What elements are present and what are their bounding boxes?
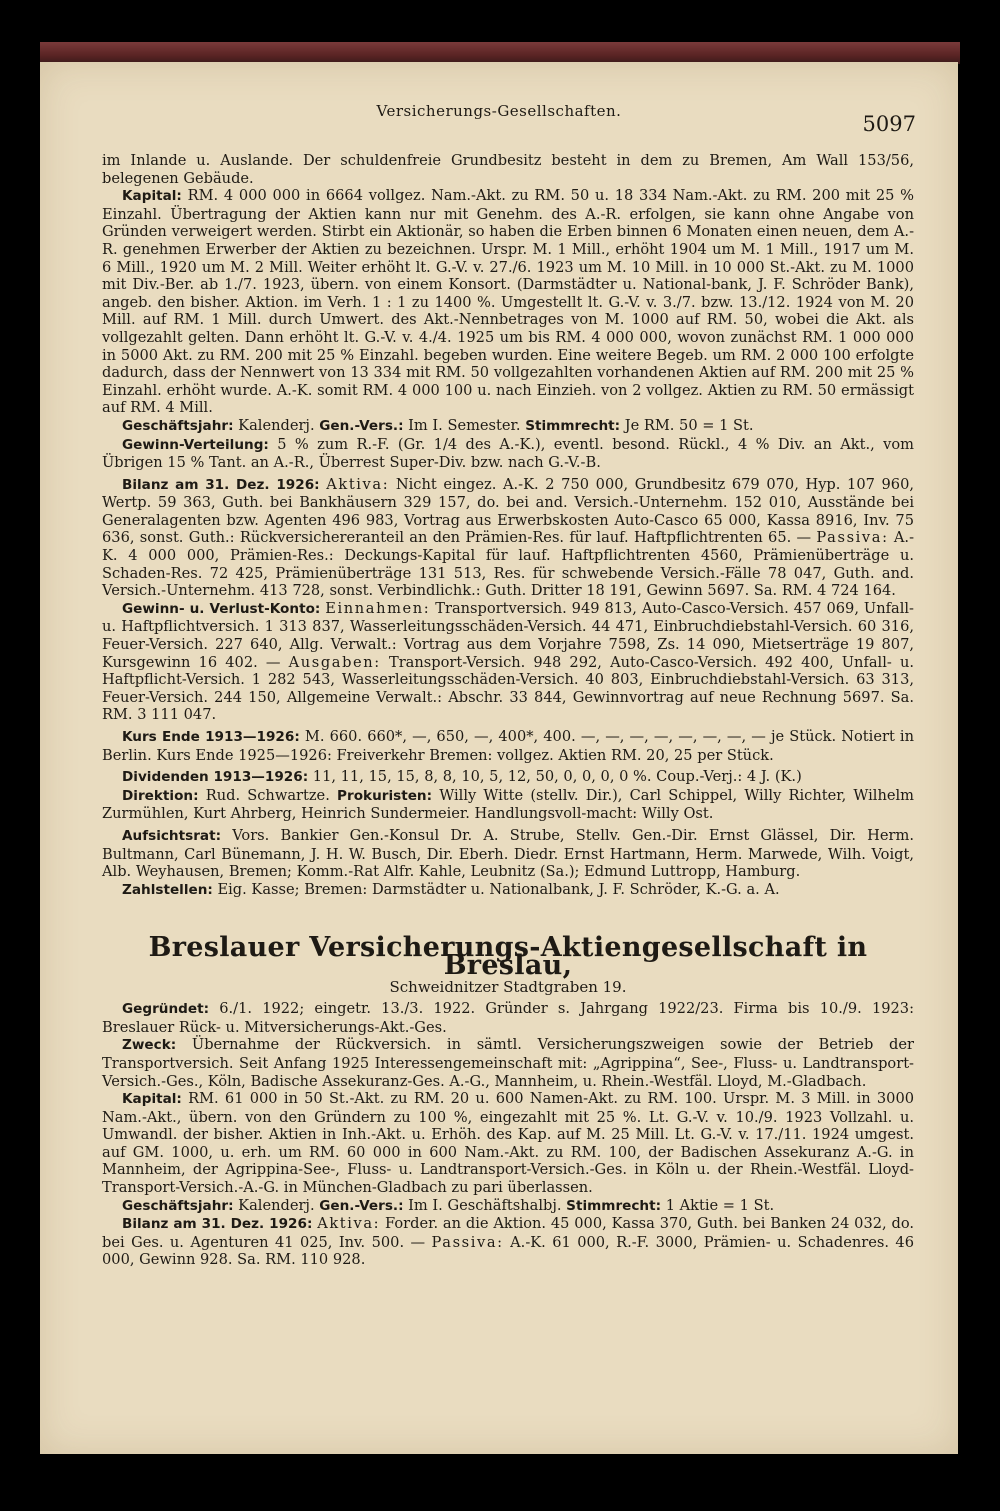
bilanz2-label: Bilanz am 31. Dez. 1926: <box>122 1216 313 1233</box>
passiva2-word: Passiva: <box>431 1233 504 1251</box>
zahlstellen-label: Zahlstellen: <box>122 881 213 898</box>
company-address: Schweidnitzer Stadtgraben 19. <box>389 977 627 996</box>
intro-text: im Inlande u. Auslande. Der schuldenfreie Grundbesitz besteht in dem zu Bremen, Am Wall 153/56, belegenen Gebäude. <box>102 152 914 187</box>
gewinn-verteilung-paragraph <box>102 436 914 472</box>
kapital2-paragraph <box>102 1090 914 1197</box>
guv-label: Gewinn- u. Verlust-Konto: <box>122 600 321 617</box>
gewinn-verteilung-label: Gewinn-Verteilung: <box>122 436 269 453</box>
zahlstellen-text: Eig. Kasse; Bremen: Darmstädter u. Nationalbank, J. F. Schröder, K.-G. a. A. <box>217 880 780 898</box>
guv-paragraph <box>102 600 914 724</box>
intro-paragraph <box>102 152 914 187</box>
dividenden-text: 11, 11, 15, 15, 8, 8, 10, 5, 12, 50, 0, 0, 0, 0 %. Coup.-Verj.: 4 J. (K.) <box>312 768 802 786</box>
prokuristen-text: Willy Witte (stellv. Dir.), Carl Schippel, Willy Richter, Wilhelm Zurmühlen, Kurt Ahrberg, Heinrich Sundermeier. Handlungsvoll-macht: Willy Ost. <box>102 786 915 823</box>
geschaeftsjahr2-label: Geschäftsjahr: <box>122 1197 234 1214</box>
aktiva-word: Aktiva: <box>326 475 390 493</box>
zweck-text: Übernahme der Rückversich. in sämtl. Versicherungszweigen sowie der Betrieb der Transportversich. Seit Anfang 1925 Interessengemeinschaft mit: „Agrippina“, See-, Fluss- u. Landtransport-Versich.-Ges., Köln, Badische Assekuranz-Ges. A.-G., Mannheim, u. Rhein.-Westfäl. Lloyd, M.-Gladbach. <box>102 1036 914 1090</box>
aktiva2-text: Forder. an die Aktion. 45 000, Kassa 370, Guth. bei Banken 24 032, do. bei Ges. u. Agenturen 41 025, Inv. 500. — <box>102 1215 915 1251</box>
kapital-paragraph <box>102 187 914 417</box>
ausgaben-text: Transport-Versich. 948 292, Auto-Casco-Versich. 492 400, Unfall- u. Haftpflicht-Versich. 1 282 543, Wasserleitungsschäden-Versich. 40 803, Einbruchdiebstahl-Versich. 63 313, Feuer-Versich. 244 150, Allgemeine Verwalt.: Abschr. 33 844, Gewinnvortrag auf neue Rechnung 5697. Sa. RM. 3 111 047. <box>102 653 914 724</box>
geschaeftsjahr2-paragraph <box>102 1197 914 1216</box>
kurs-text: M. 660. 660*, —, 650, —, 400*, 400. —, —, —, —, —, —, —, — je Stück. Notiert in Berlin. Kurs Ende 1925—1926: Freiverkehr Bremen: vollgez. Aktien RM. 20, 25 per Stück. <box>102 728 914 764</box>
zweck-label: Zweck: <box>122 1037 177 1054</box>
running-header: Versicherungs-Gesellschaften. <box>376 102 622 120</box>
kapital-text: RM. 4 000 000 in 6664 vollgez. Nam.-Akt. zu RM. 50 u. 18 334 Nam.-Akt. zu RM. 200 mit 25 % Einzahl. Übertragung der Aktien kann nur mit Genehm. des A.-R. erfolgen, sie kann ohne Angabe von Gründen verweigert werden. Stirbt ein Aktionär, so haben die Erben binnen 6 Monaten einen neuen, dem A.-R. genehmen Erwerber der Aktien zu bezeichnen. Urspr. M. 1 Mill., erhöht 1904 um M. 1 Mill., 1917 um M. 6 Mill., 1920 um M. 2 Mill. Weiter erhöht lt. G.-V. v. 27./6. 1923 um M. 10 Mill. in 10 000 St.-Akt. zu M. 1000 mit Div.-Ber. ab 1./7. 1923, übern. von einem Konsort. (Darmstädter u. National-bank, J. F. Schröder Bank), angeb. den bisher. Aktion. im Verh. 1 : 1 zu 1400 %. Umgestellt lt. G.-V. v. 3./7. bzw. 13./12. 1924 von M. 20 Mill. auf RM. 1 Mill. durch Umwert. des Akt.-Nennbetrages von M. 1000 auf RM. 50, wobei die Akt. als vollgezahlt gelten. Dann erhöht lt. G.-V. v. 4./4. 1925 um bis RM. 4 000 000, wovon zunächst RM. 1 000 000 in 5000 Akt. zu RM. 200 mit 25 % Einzahl. begeben wurden. Eine weitere Begeb. um RM. 2 000 100 erfolgte dadurch, dass der Nennwert von 13 334 mit RM. 50 vollgezahlten vorhandenen Aktien auf RM. 200 mit 25 % Einzahl. erhöht wurde. A.-K. somit RM. 4 000 100 u. nach Einzieh. von 2 vollgez. Aktien zu RM. 50 ermässigt auf RM. 4 Mill. <box>102 187 915 417</box>
aufsichtsrat-label: Aufsichtsrat: <box>122 827 221 844</box>
geschaeftsjahr2-text: Kalenderj. <box>238 1196 315 1214</box>
passiva-word: Passiva: <box>816 529 889 547</box>
geschaeftsjahr-label: Geschäftsjahr: <box>122 417 234 434</box>
prokuristen-label: Prokuristen: <box>337 787 433 804</box>
document-page <box>40 62 958 1454</box>
gegruendet-paragraph <box>102 1000 914 1036</box>
geschaeftsjahr-paragraph <box>102 417 914 436</box>
gegruendet-label: Gegründet: <box>122 1001 210 1018</box>
page-number: 5097 <box>862 112 916 136</box>
book-binding <box>40 42 960 64</box>
aktiva-text: Nicht eingez. A.-K. 2 750 000, Grundbesitz 679 070, Hyp. 107 960, Wertp. 59 363, Guth. bei Bankhäusern 329 157, do. bei and. Versich.-Unternehm. 152 010, Ausstände bei Generalagenten bzw. Agenten 496 983, Vortrag aus Erwerbskosten Auto-Casco 65 000, Kassa 8916, Inv. 75 636, sonst. Guth.: Rückversichereranteil an den Prämien-Res. für lauf. Haftpflichtrenten 65. — <box>102 475 915 547</box>
gegruendet-text: 6./1. 1922; eingetr. 13./3. 1922. Gründer s. Jahrgang 1922/23. Firma bis 10./9. 1923: Breslauer Rück- u. Mitversicherungs-Akt.-Ges. <box>102 1000 915 1036</box>
aufsichtsrat-text: Vors. Bankier Gen.-Konsul Dr. A. Strube, Stellv. Gen.-Dir. Ernst Glässel, Dir. Herm. Bultmann, Carl Bünemann, J. H. W. Busch, Dir. Eberh. Diedr. Ernst Hartmann, Herm. Marwede, Wilh. Voigt, Alb. Weyhausen, Bremen; Komm.-Rat Alfr. Kahle, Leubnitz (Sa.); Edmund Luttropp, Hamburg. <box>102 826 914 881</box>
direktion-paragraph <box>102 787 914 823</box>
gewinn-verteilung-text: 5 % zum R.-F. (Gr. 1/4 des A.-K.), eventl. besond. Rückl., 4 % Div. an Akt., vom Übrigen 15 % Tant. an A.-R., Überrest Super-Div. bzw. nach G.-V.-B. <box>102 435 915 472</box>
ausgaben-word: Ausgaben: <box>288 653 381 671</box>
stimmrecht2-label: Stimmrecht: <box>566 1197 662 1214</box>
einnahmen-word: Einnahmen: <box>325 599 431 617</box>
geschaeftsjahr-text: Kalenderj. <box>238 416 315 434</box>
aufsichtsrat-paragraph <box>102 827 914 881</box>
gen-vers2-label: Gen.-Vers.: <box>319 1197 404 1214</box>
passiva-text: A.-K. 4 000 000, Prämien-Res.: Deckungs-Kapital für lauf. Haftpflichtrenten 4560, Prämienüberträge u. Schaden-Res. 72 425, Prämienüberträge 131 513, Res. für schwebende Versich.-Fälle 78 047, Guth. and. Versich.-Unternehm. 413 728, sonst. Verbindlichk.: Guth. Dritter 18 191, Gewinn 5697. Sa. RM. 4 724 164. <box>102 529 914 600</box>
aktiva2-word: Aktiva: <box>317 1215 381 1233</box>
kurs-label: Kurs Ende 1913—1926: <box>122 729 300 745</box>
stimmrecht2-text: 1 Aktie = 1 St. <box>665 1196 775 1214</box>
kapital2-label: Kapital: <box>122 1091 182 1108</box>
gen-vers-label: Gen.-Vers.: <box>319 417 404 434</box>
page-body <box>102 152 914 1269</box>
einnahmen-text: Transportversich. 949 813, Auto-Casco-Versich. 457 069, Unfall- u. Haftpflichtversich. 1 313 837, Wasserleitungsschäden-Versich. 44 471, Einbruchdiebstahl-Versich. 60 316, Feuer-Versich. 227 640, Allg. Verwalt.: Vortrag aus dem Vorjahre 7598, Zs. 14 090, Mietserträge 19 807, Kursgewinn 16 402. — <box>102 599 914 671</box>
passiva2-text: A.-K. 61 000, R.-F. 3000, Prämien- u. Schadenres. 46 000, Gewinn 928. Sa. RM. 110 928. <box>102 1233 914 1269</box>
kapital-label: Kapital: <box>122 188 182 205</box>
kurs-paragraph <box>102 728 914 764</box>
dividenden-label: Dividenden 1913—1926: <box>122 769 309 786</box>
bilanz-label: Bilanz am 31. Dez. 1926: <box>122 476 320 493</box>
direktion-text: Rud. Schwartze. <box>205 786 330 804</box>
stimmrecht-text: Je RM. 50 = 1 St. <box>624 416 754 434</box>
bilanz-paragraph <box>102 476 914 600</box>
zweck-paragraph <box>102 1036 914 1090</box>
company-title: Breslauer Versicherungs-Aktiengesellschaft in Breslau, <box>148 932 868 981</box>
gen-vers-text: Im I. Semester. <box>408 416 521 434</box>
direktion-label: Direktion: <box>122 787 199 804</box>
stimmrecht-label: Stimmrecht: <box>525 417 621 434</box>
zahlstellen-paragraph <box>102 881 914 900</box>
kapital2-text: RM. 61 000 in 50 St.-Akt. zu RM. 20 u. 600 Namen-Akt. zu RM. 100. Urspr. M. 3 Mill. in 3000 Nam.-Akt., übern. von den Gründern zu 100 %, eingezahlt mit 25 %. Lt. G.-V. v. 10./9. 1923 Vollzahl. u. Umwandl. der bisher. Aktien in Inh.-Akt. u. Erhöh. des Kap. auf M. 25 Mill. Lt. G.-V. v. 17./11. 1924 umgest. auf GM. 1000, u. erh. um RM. 60 000 in 600 Nam.-Akt. zu RM. 100, der Badischen Assekuranz A.-G. in Mannheim, der Agrippina-See-, Fluss- u. Landtransport-Versich.-Ges. in Köln u. der Rhein.-Westfäl. Lloyd-Transport-Versich.-A.-G. in München-Gladbach zu pari überlassen. <box>102 1090 915 1197</box>
dividenden-paragraph <box>102 768 914 787</box>
gen-vers2-text: Im I. Geschäftshalbj. <box>408 1196 562 1214</box>
bilanz2-paragraph <box>102 1215 914 1269</box>
